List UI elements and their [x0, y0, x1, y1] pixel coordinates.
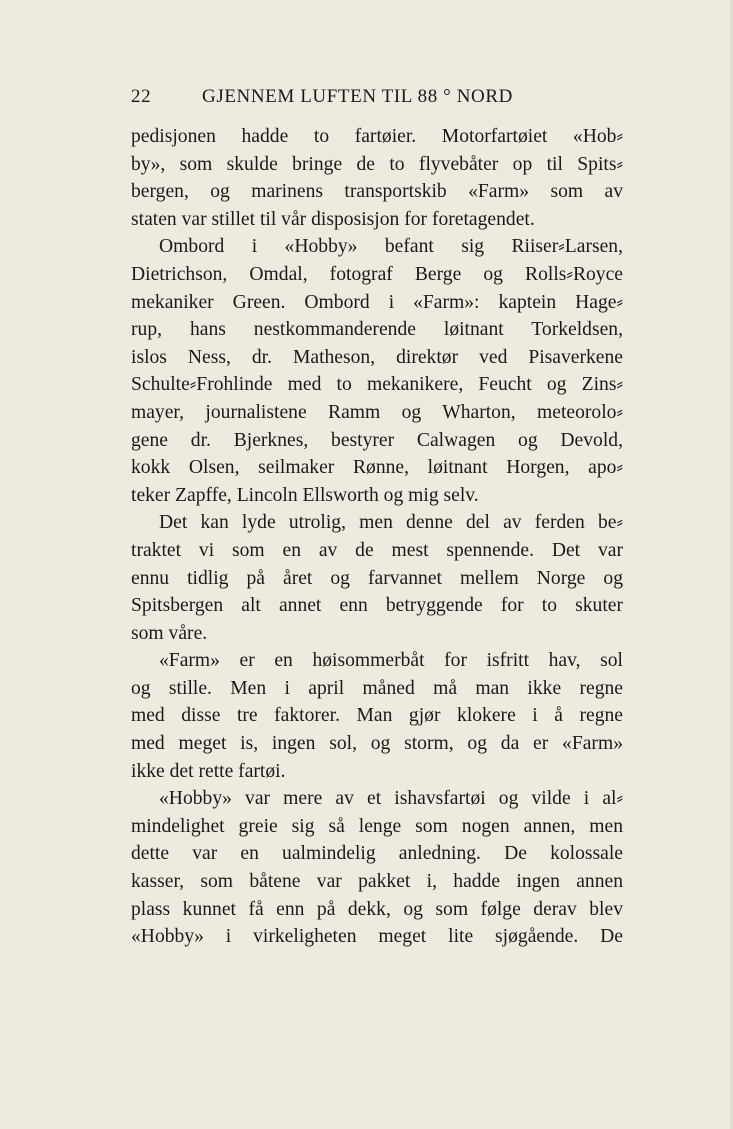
text-line: som våre. [131, 622, 208, 644]
running-title: GJENNEM LUFTEN TIL 88 ° NORD [202, 86, 513, 107]
text-line: «Hobby» var mere av et ishavsfartøi og vilde i al⸗ [159, 788, 623, 810]
text-line: med disse tre faktorer. Man gjør klokere i å regne [131, 705, 623, 727]
text-line: med meget is, ingen sol, og storm, og da er «Farm» [131, 733, 623, 755]
text-line: rup, hans nestkommanderende løitnant Torkeldsen, [131, 319, 623, 341]
text-line: ennu tidlig på året og farvannet mellem Norge og [131, 567, 623, 589]
text-line: traktet vi som en av de mest spennende. Det var [131, 539, 623, 561]
text-line: ikke det rette fartøi. [131, 760, 286, 782]
text-line: mindelighet greie sig så lenge som nogen annen, men [131, 815, 623, 837]
text-line: «Farm» er en høisommerbåt for isfritt hav, sol [159, 650, 623, 672]
text-line: Schulte⸗Frohlinde med to mekanikere, Feucht og Zins⸗ [131, 374, 623, 396]
text-line: mayer, journalistene Ramm og Wharton, meteorolo⸗ [131, 401, 623, 423]
text-line: gene dr. Bjerknes, bestyrer Calwagen og Devold, [131, 429, 623, 451]
text-line: staten var stillet til vår disposisjon for foretagendet. [131, 208, 535, 230]
text-line: plass kunnet få enn på dekk, og som følge derav blev [131, 898, 623, 920]
text-line: mekaniker Green. Ombord i «Farm»: kaptein Hage⸗ [131, 291, 623, 313]
text-line: Spitsbergen alt annet enn betryggende for to skuter [131, 595, 623, 617]
text-line: og stille. Men i april måned må man ikke regne [131, 677, 623, 699]
text-line: dette var en ualmindelig anledning. De kolossale [131, 843, 623, 865]
text-line: by», som skulde bringe de to flyvebåter op til Spits⸗ [131, 153, 623, 175]
text-line: kasser, som båtene var pakket i, hadde ingen annen [131, 871, 623, 893]
text-line: teker Zapffe, Lincoln Ellsworth og mig selv. [131, 484, 479, 506]
body-text [131, 123, 623, 951]
running-header [131, 86, 601, 108]
text-line: islos Ness, dr. Matheson, direktør ved Pisaverkene [131, 346, 623, 368]
text-line: Det kan lyde utrolig, men denne del av ferden be⸗ [159, 512, 623, 534]
text-line: kokk Olsen, seilmaker Rønne, løitnant Horgen, apo⸗ [131, 457, 623, 479]
text-line: «Hobby» i virkeligheten meget lite sjøgående. De [131, 926, 623, 948]
page-number: 22 [131, 86, 152, 107]
text-line: pedisjonen hadde to fartøier. Motorfartøiet «Hob⸗ [131, 126, 623, 147]
text-line: Dietrichson, Omdal, fotograf Berge og Rolls⸗Royce [131, 263, 623, 285]
text-line: bergen, og marinens transportskib «Farm» som av [131, 181, 623, 203]
text-line: Ombord i «Hobby» befant sig Riiser⸗Larsen, [159, 236, 623, 258]
